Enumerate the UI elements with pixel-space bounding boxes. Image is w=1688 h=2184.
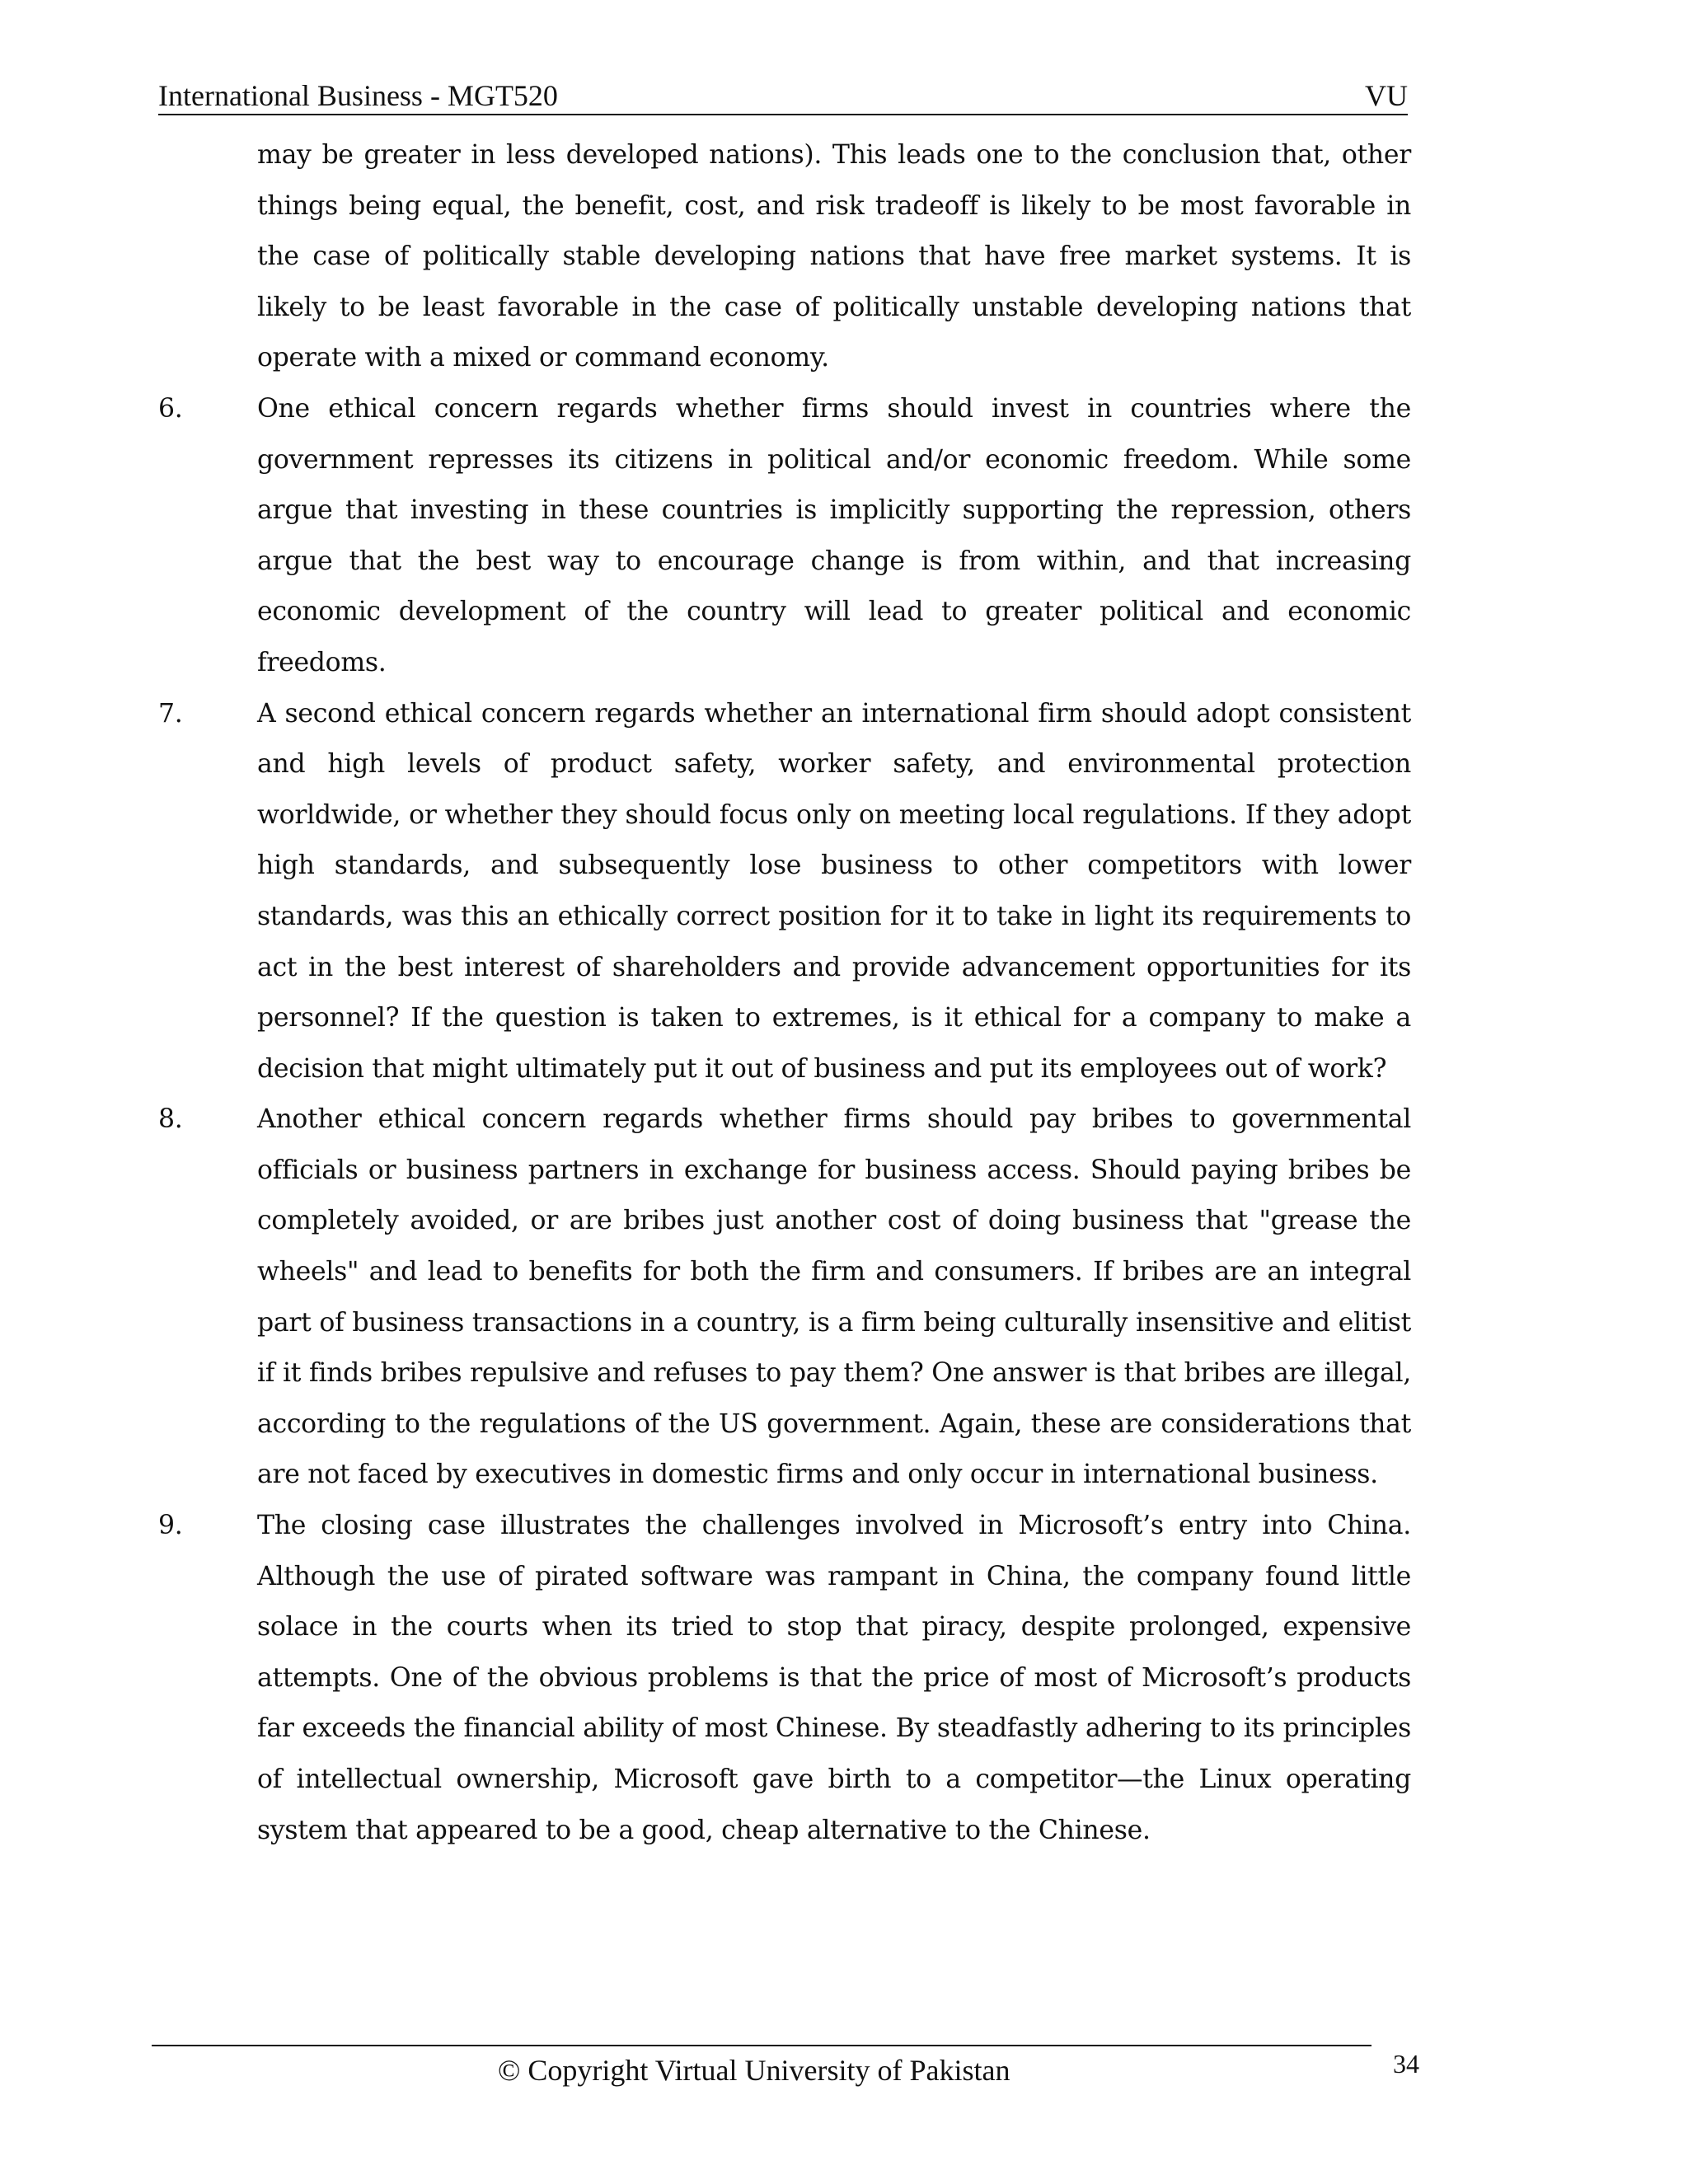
item-number: 8. <box>158 1104 183 1135</box>
item-number: 9. <box>158 1511 183 1541</box>
item-number: 6. <box>158 393 183 424</box>
item-number: 7. <box>158 698 183 729</box>
page-content <box>158 130 1411 1856</box>
institution-label: VU <box>1365 79 1408 112</box>
list-item <box>158 1094 1411 1501</box>
page-header <box>158 77 1408 115</box>
item-text: Another ethical concern regards whether firms should pay bribes to governmental officials or business partners in exchange for business access. Should paying bribes be completely avoided, or are bribes just another cost of doing business that "grease the wheels" and lead to benefits for both the firm and consumers. If bribes are an integral part of business transactions in a country, is a firm being culturally insensitive and elitist if it finds bribes repulsive and refuses to pay them? One answer is that bribes are illegal, according to the regulations of the US government. Again, these are considerations that are not faced by executives in domestic firms and only occur in international business. <box>257 1104 1411 1490</box>
copyright-notice: © Copyright Virtual University of Pakistan <box>498 2054 1010 2087</box>
footer-divider <box>152 2045 1372 2046</box>
item-text: A second ethical concern regards whether an international firm should adopt consistent and high levels of product safety, worker safety, and environmental protection worldwide, or whether they should focus only on meeting local regulations. If they adopt high standards, and subsequently lose business to other competitors with lower standards, was this an ethically correct position for it to take in light its requirements to act in the best interest of shareholders and provide advancement opportunities for its personnel? If the question is taken to extremes, is it ethical for a company to make a decision that might ultimately put it out of business and put its employees out of work? <box>257 698 1411 1084</box>
list-item <box>158 1501 1411 1856</box>
list-item <box>158 689 1411 1095</box>
item-text: The closing case illustrates the challenges involved in Microsoft’s entry into China. Although the use of pirated software was rampant in China, the company found little solace in the courts when its tried to stop that piracy, despite prolonged, expensive attempts. One of the obvious problems is that the price of most of Microsoft’s products far exceeds the financial ability of most Chinese. By steadfastly adhering to its principles of intellectual ownership, Microsoft gave birth to a competitor—the Linux operating system that appeared to be a good, cheap alternative to the Chinese. <box>257 1511 1411 1845</box>
paragraph-text: may be greater in less developed nations). This leads one to the conclusion that, other things being equal, the benefit, cost, and risk tradeoff is likely to be most favorable in the case of politically stable developing nations that have free market systems. It is likely to be least favorable in the case of politically unstable developing nations that operate with a mixed or command economy. <box>257 140 1411 373</box>
item-text: One ethical concern regards whether firms should invest in countries where the government represses its citizens in political and/or economic freedom. While some argue that investing in these countries is implicitly supporting the repression, others argue that the best way to encourage change is from within, and that increasing economic development of the country will lead to greater political and economic freedoms. <box>257 393 1411 677</box>
continuation-paragraph <box>158 130 1411 384</box>
course-title: International Business - MGT520 <box>158 79 558 112</box>
page-number: 34 <box>1393 2049 1419 2079</box>
list-item <box>158 384 1411 689</box>
